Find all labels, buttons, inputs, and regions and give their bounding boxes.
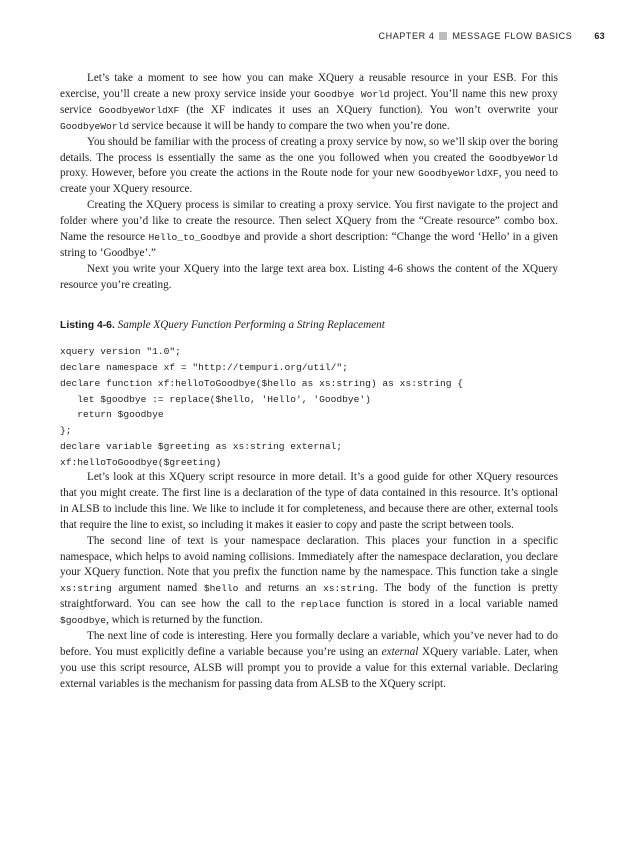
code-line: xf:helloToGoodbye($greeting) bbox=[60, 456, 222, 468]
text-run: The second line of text is your namespace declaration. This places your function in a specific namespace, which helps to avoid naming collisions. Immediately after the namespace declaration, you declare your XQuery function. Note that you prefix the function name by the namespace. This function take a single bbox=[60, 534, 558, 579]
text-run: function is stored in a local variable named bbox=[340, 598, 558, 611]
code-line: xquery version "1.0"; bbox=[60, 346, 181, 357]
chapter-title: MESSAGE FLOW BASICS bbox=[452, 31, 573, 41]
text-run: XQuery variable. Later, when you use this script resource, ALSB will prompt you to provide a value for this external variable. Declaring external variables is the mechanism for passing data from ALSB to the XQuery script. bbox=[60, 645, 558, 690]
text-run: The next line of code is interesting. Here you formally declare a variable, which you’ve never had to do before. You must explicitly define a variable because you’re using an bbox=[60, 630, 558, 658]
separator-square-icon bbox=[439, 32, 447, 40]
text-run: , you need to create your XQuery resource. bbox=[60, 167, 558, 196]
body-text-top bbox=[60, 71, 558, 294]
text-run: Let’s take a moment to see how you can make XQuery a reusable resource in your ESB. For this exercise, you’ll create a new proxy service inside your bbox=[60, 72, 558, 100]
code-line: }; bbox=[60, 425, 72, 437]
inline-code: GoodbyeWorldXF bbox=[98, 104, 180, 116]
inline-code: xs:string bbox=[323, 583, 375, 595]
code-line: declare variable $greeting as xs:string external; bbox=[60, 441, 343, 453]
inline-code: Hello_to_Goodbye bbox=[148, 232, 241, 244]
code-line: declare function xf:helloToGoodbye($hello as xs:string) as xs:string { bbox=[60, 377, 464, 389]
code-line: return $goodbye bbox=[60, 409, 164, 421]
text-run: Let’s look at this XQuery script resource in more detail. It’s a good guide for other XQuery resources that you might create. The first line is a declaration of the type of data contained in this resource. It’s optional in ALSB to include this line. We like to include it for completeness, and because there are other, external tools that require the line to exist, so including it makes it easier to copy and paste the script between tools. bbox=[60, 471, 558, 531]
text-run: You should be familiar with the process of creating a proxy service by now, so we’ll skip over the boring details. The process is essentially the same as the one you followed when you created the bbox=[60, 135, 558, 164]
paragraph bbox=[60, 135, 558, 199]
page-number: 63 bbox=[594, 31, 605, 41]
inline-code: GoodbyeWorldXF bbox=[418, 168, 499, 180]
text-run: and provide a short description: “Change the word ‘Hello’ in a given string to ‘Goodbye’.” bbox=[60, 231, 558, 259]
inline-code: xs:string bbox=[60, 583, 112, 595]
text-run: service because it will be handy to compare the two when you’re done. bbox=[129, 119, 450, 132]
running-header bbox=[60, 31, 605, 41]
text-run: Next you write your XQuery into the large text area box. Listing 4-6 shows the content of the XQuery resource you’re creating. bbox=[60, 262, 558, 291]
listing-title: Sample XQuery Function Performing a String Replacement bbox=[117, 319, 385, 331]
text-run: (the XF indicates it uses an XQuery function). You won’t overwrite your bbox=[179, 103, 559, 116]
text-run: proxy. However, before you create the actions in the Route node for your new bbox=[60, 167, 419, 180]
text-run: Creating the XQuery process is similar to creating a proxy service. You first navigate to the project and folder where you’d like to create the resource. Then select XQuery from the “Create resource” combo box. Name the resource bbox=[60, 199, 558, 244]
inline-code: GoodbyeWorld bbox=[488, 152, 558, 164]
emphasis: external bbox=[381, 645, 419, 658]
inline-code: $hello bbox=[203, 583, 239, 595]
chapter-label: CHAPTER 4 bbox=[378, 31, 435, 41]
text-run: , which is returned by the function. bbox=[106, 614, 263, 627]
code-line: let $goodbye := replace($hello, 'Hello', 'Goodbye') bbox=[60, 393, 371, 405]
paragraph bbox=[60, 198, 558, 262]
inline-code: Goodbye World bbox=[313, 88, 390, 100]
inline-code: replace bbox=[300, 599, 341, 611]
paragraph bbox=[60, 629, 558, 693]
listing-label: Listing 4-6. bbox=[60, 320, 115, 331]
paragraph bbox=[60, 262, 558, 294]
code-listing bbox=[60, 344, 558, 471]
paragraph bbox=[60, 534, 558, 629]
text-run: . The body of the function is pretty straightforward. You can see how the call to the bbox=[60, 582, 558, 611]
text-run: argument named bbox=[111, 582, 204, 595]
text-run: and returns an bbox=[238, 582, 323, 595]
body-text-bottom bbox=[60, 470, 558, 693]
listing-caption bbox=[60, 318, 558, 333]
paragraph bbox=[60, 71, 558, 135]
text-run: project. You’ll name this new proxy service bbox=[60, 87, 558, 116]
inline-code: $goodbye bbox=[60, 615, 107, 627]
paragraph bbox=[60, 470, 558, 534]
inline-code: GoodbyeWorld bbox=[60, 120, 130, 132]
code-line: declare namespace xf = "http://tempuri.org/util/"; bbox=[60, 361, 348, 373]
